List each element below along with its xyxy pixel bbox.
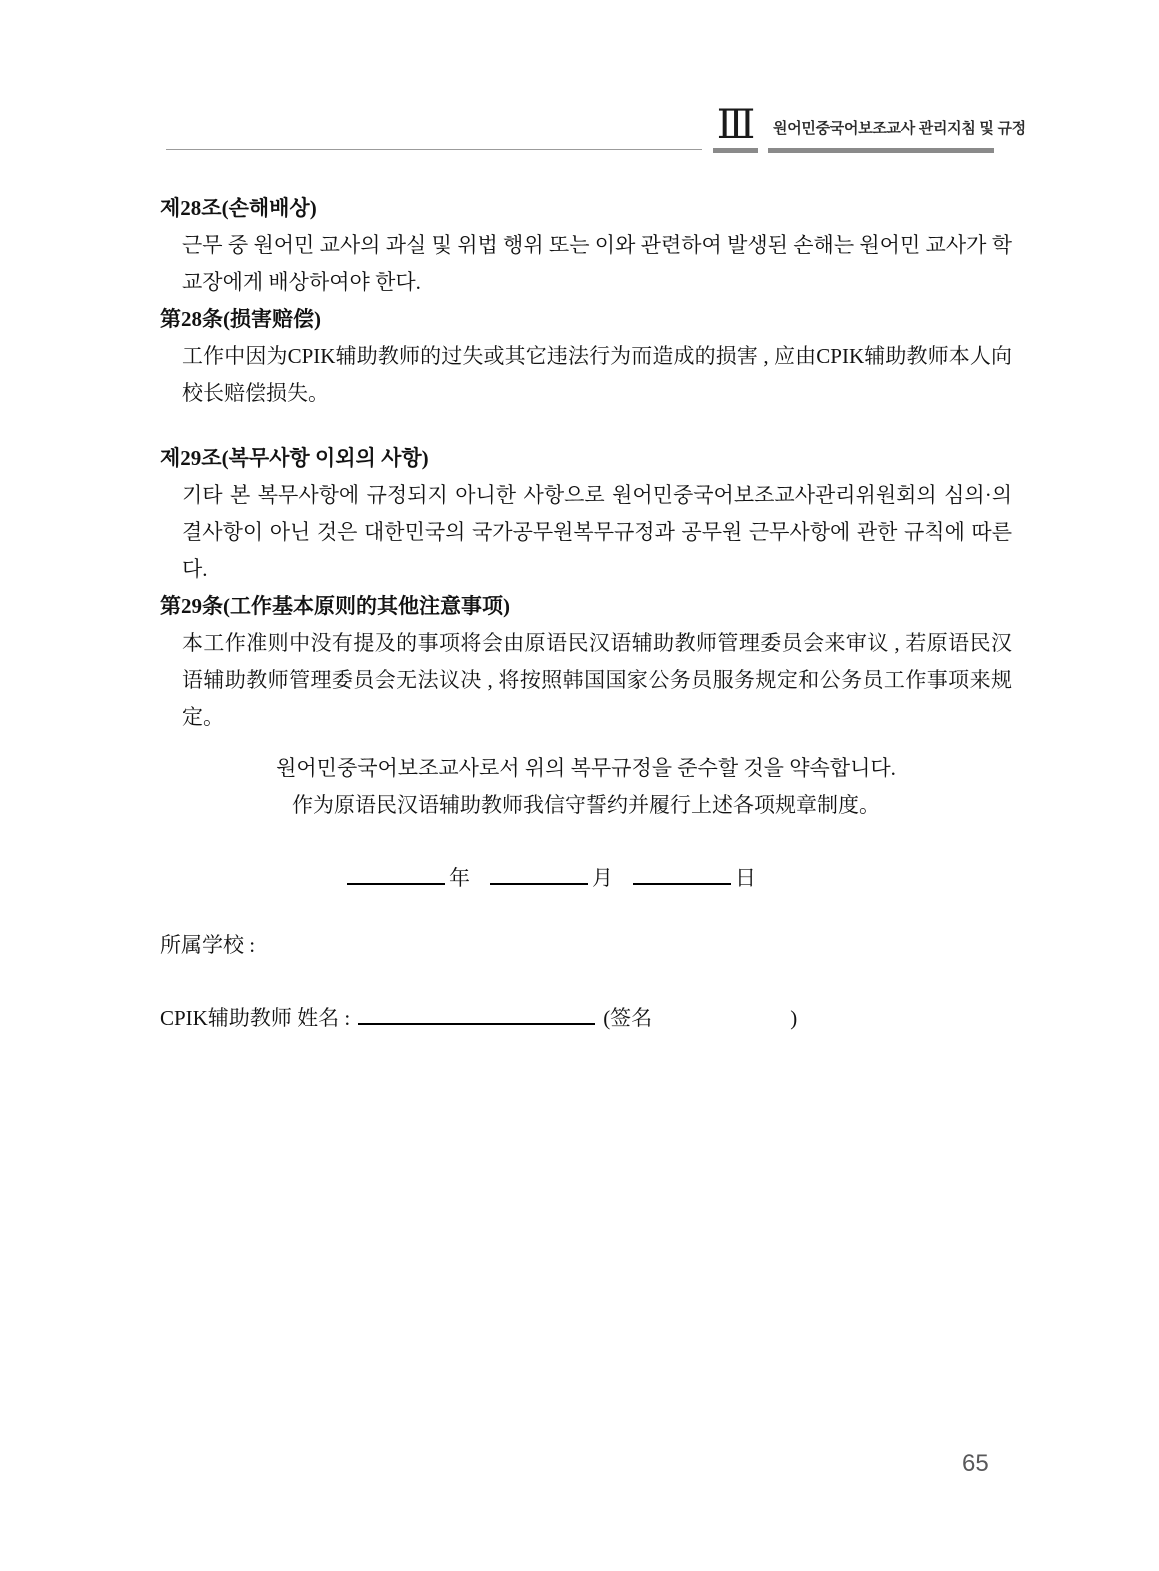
article-29-section — [160, 440, 1012, 736]
year-blank-line — [347, 883, 445, 885]
day-blank-line — [633, 883, 731, 885]
document-body — [160, 190, 1012, 1037]
signature-close-label: ) — [790, 1006, 798, 1030]
article-29-body-korean: 기타 본 복무사항에 규정되지 아니한 사항으로 원어민중국어보조교사관리위원회의 심의·의결사항이 아닌 것은 대한민국의 국가공무원복무규정과 공무원 근무사항에 관한 규칙에 따른다. — [182, 483, 1012, 581]
school-label: 所属学校 : — [160, 933, 256, 957]
month-label: 月 — [592, 866, 613, 890]
article-29-body-chinese: 本工作准则中没有提及的事项将会由原语民汉语辅助教师管理委员会来审议 , 若原语民汉语辅助教师管理委员会无法议决 , 将按照韩国国家公务员服务规定和公务员工作事项来规定。 — [182, 631, 1012, 729]
chapter-numeral: Ⅲ — [716, 102, 756, 147]
chapter-title-underline — [768, 148, 994, 153]
signature-open-label: (签名 — [603, 1006, 653, 1030]
article-29-heading-chinese: 第29条(工作基本原则的其他注意事项) — [160, 594, 510, 618]
header-rule — [166, 149, 702, 150]
pledge-line-korean: 원어민중국어보조교사로서 위의 복무규정을 준수할 것을 약속합니다. — [276, 756, 896, 780]
name-blank-line — [358, 1023, 595, 1025]
month-blank-line — [490, 883, 588, 885]
signature-field — [160, 1000, 1012, 1037]
pledge-block — [160, 750, 1012, 824]
year-label: 年 — [449, 866, 470, 890]
article-29-heading-korean: 제29조(복무사항 이외의 사항) — [160, 446, 429, 470]
article-28-section — [160, 190, 1012, 412]
day-label: 日 — [735, 866, 756, 890]
teacher-name-label: CPIK辅助教师 姓名 : — [160, 1006, 351, 1030]
pledge-line-chinese: 作为原语民汉语辅助教师我信守誓约并履行上述各项规章制度。 — [292, 793, 880, 817]
article-28-body-chinese: 工作中因为CPIK辅助教师的过失或其它违法行为而造成的损害 , 应由CPIK辅助教师本人向校长赔偿损失。 — [182, 344, 1012, 405]
article-28-heading-chinese: 第28条(损害赔偿) — [160, 307, 321, 331]
school-field — [160, 927, 1012, 964]
article-28-heading-korean: 제28조(손해배상) — [160, 196, 317, 220]
article-28-body-korean: 근무 중 원어민 교사의 과실 및 위법 행위 또는 이와 관련하여 발생된 손해는 원어민 교사가 학교장에게 배상하여야 한다. — [182, 233, 1012, 294]
page-number: 65 — [962, 1450, 989, 1477]
date-line — [347, 860, 1012, 897]
chapter-numeral-underline — [713, 148, 758, 153]
chapter-title: 원어민중국어보조교사 관리지침 및 규정 — [773, 120, 1026, 137]
